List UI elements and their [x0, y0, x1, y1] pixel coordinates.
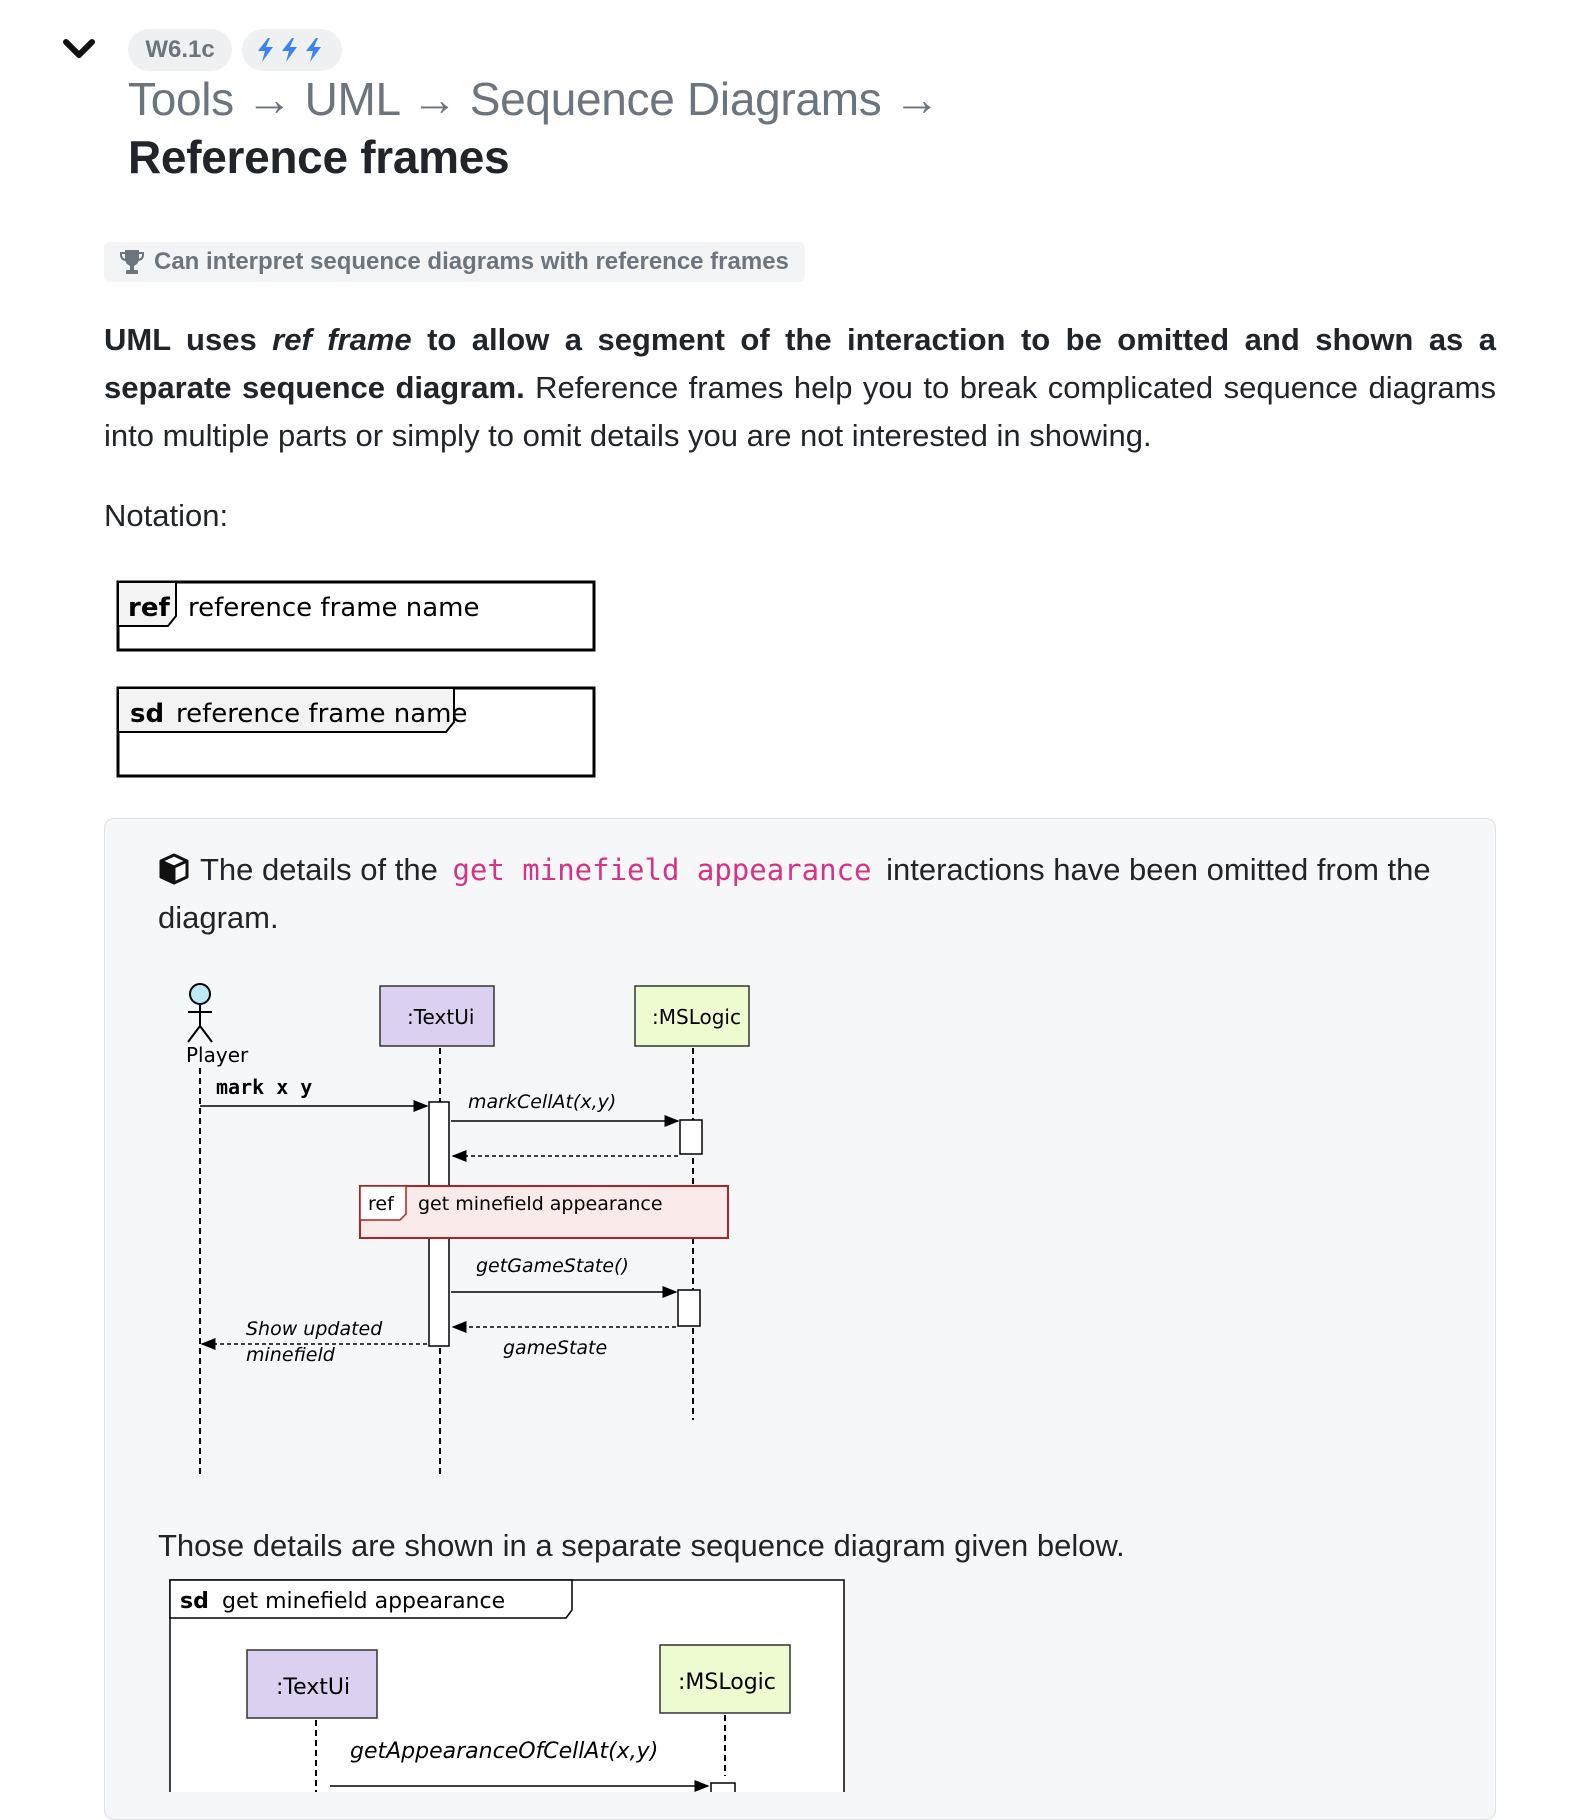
ref-frame-label: get minefield appearance: [418, 1193, 663, 1215]
breadcrumb-uml[interactable]: UML: [304, 73, 400, 125]
intro-bold-italic: ref frame: [272, 322, 412, 357]
example-text-before: The details of the: [200, 852, 447, 887]
lifeline-mslogic-label: :MSLogic: [652, 1005, 741, 1029]
example-text: [158, 846, 1458, 942]
notation-sd-frame: [116, 686, 600, 782]
sequence-diagram-2: [168, 1576, 848, 1792]
section-code-badge: W6.1c: [128, 29, 232, 71]
notation-ref-frame: [116, 580, 600, 660]
example-text-2: Those details are shown in a separate sequence diagram given below.: [158, 1528, 1125, 1563]
actor-player: [188, 984, 212, 1042]
sd-frame-label: get minefield appearance: [222, 1589, 506, 1614]
sequence-diagram-1: [180, 980, 780, 1480]
example-text-after: interactions have been omitted from the diagram.: [158, 852, 1431, 935]
sd-frame-tag-label: sd: [180, 1589, 209, 1614]
trophy-icon: [118, 249, 146, 275]
box-icon: [158, 853, 190, 885]
msg-gamestate-label: gameState: [503, 1337, 608, 1359]
difficulty-badge: [242, 29, 342, 71]
msg-mark-label: mark x y: [216, 1075, 313, 1099]
sd-tag: sd: [130, 699, 165, 729]
breadcrumb-sequence-diagrams[interactable]: Sequence Diagrams: [469, 73, 882, 125]
breadcrumb-tools[interactable]: Tools: [128, 73, 234, 125]
lifeline-textui-label: :TextUi: [276, 1675, 351, 1700]
learning-outcome: [104, 242, 805, 282]
breadcrumb-separator: →: [233, 73, 305, 125]
ref-tag: ref: [128, 593, 170, 623]
msg-show-label-2: minefield: [246, 1344, 335, 1366]
msg-getgamestate-label: getGameState(): [476, 1255, 629, 1277]
lifeline-textui-label: :TextUi: [407, 1005, 475, 1029]
lifeline-mslogic-label: :MSLogic: [678, 1670, 776, 1695]
actor-label: Player: [186, 1043, 249, 1067]
activation-mslogic-1: [680, 1120, 702, 1154]
ref-frame-name: reference frame name: [188, 593, 480, 623]
intro-paragraph: [104, 316, 1496, 460]
learning-outcome-text: Can interpret sequence diagrams with reference frames: [154, 248, 789, 275]
example-code: get minefield appearance: [452, 853, 872, 887]
activation-mslogic: [711, 1783, 735, 1792]
notation-label: Notation:: [104, 498, 229, 533]
breadcrumb-current: Reference frames: [128, 131, 510, 183]
msg-getappearance-label: getAppearanceOfCellAt(x,y): [350, 1739, 659, 1764]
page-title: [128, 70, 1128, 186]
intro-bold-1: UML uses: [104, 322, 273, 357]
intro-rest: Reference frames help you to break complicated sequence diagrams into multiple parts or simply to omit details you are not interested in showing.: [104, 370, 1496, 453]
ref-frame-tag-label: ref: [368, 1193, 394, 1215]
breadcrumb-separator: →: [399, 73, 470, 125]
lightning-icon: [254, 37, 330, 63]
msg-show-label-1: Show updated: [246, 1318, 383, 1340]
breadcrumb-separator: →: [881, 73, 940, 125]
activation-mslogic-2: [678, 1290, 700, 1326]
msg-markcell-label: markCellAt(x,y): [468, 1091, 617, 1113]
intro-bold-2: to allow a segment of the interaction to be omitted and shown as a separate sequence diagram.: [104, 322, 1496, 405]
collapse-chevron-icon[interactable]: [62, 36, 96, 62]
sd-frame-name: reference frame name: [176, 699, 468, 729]
